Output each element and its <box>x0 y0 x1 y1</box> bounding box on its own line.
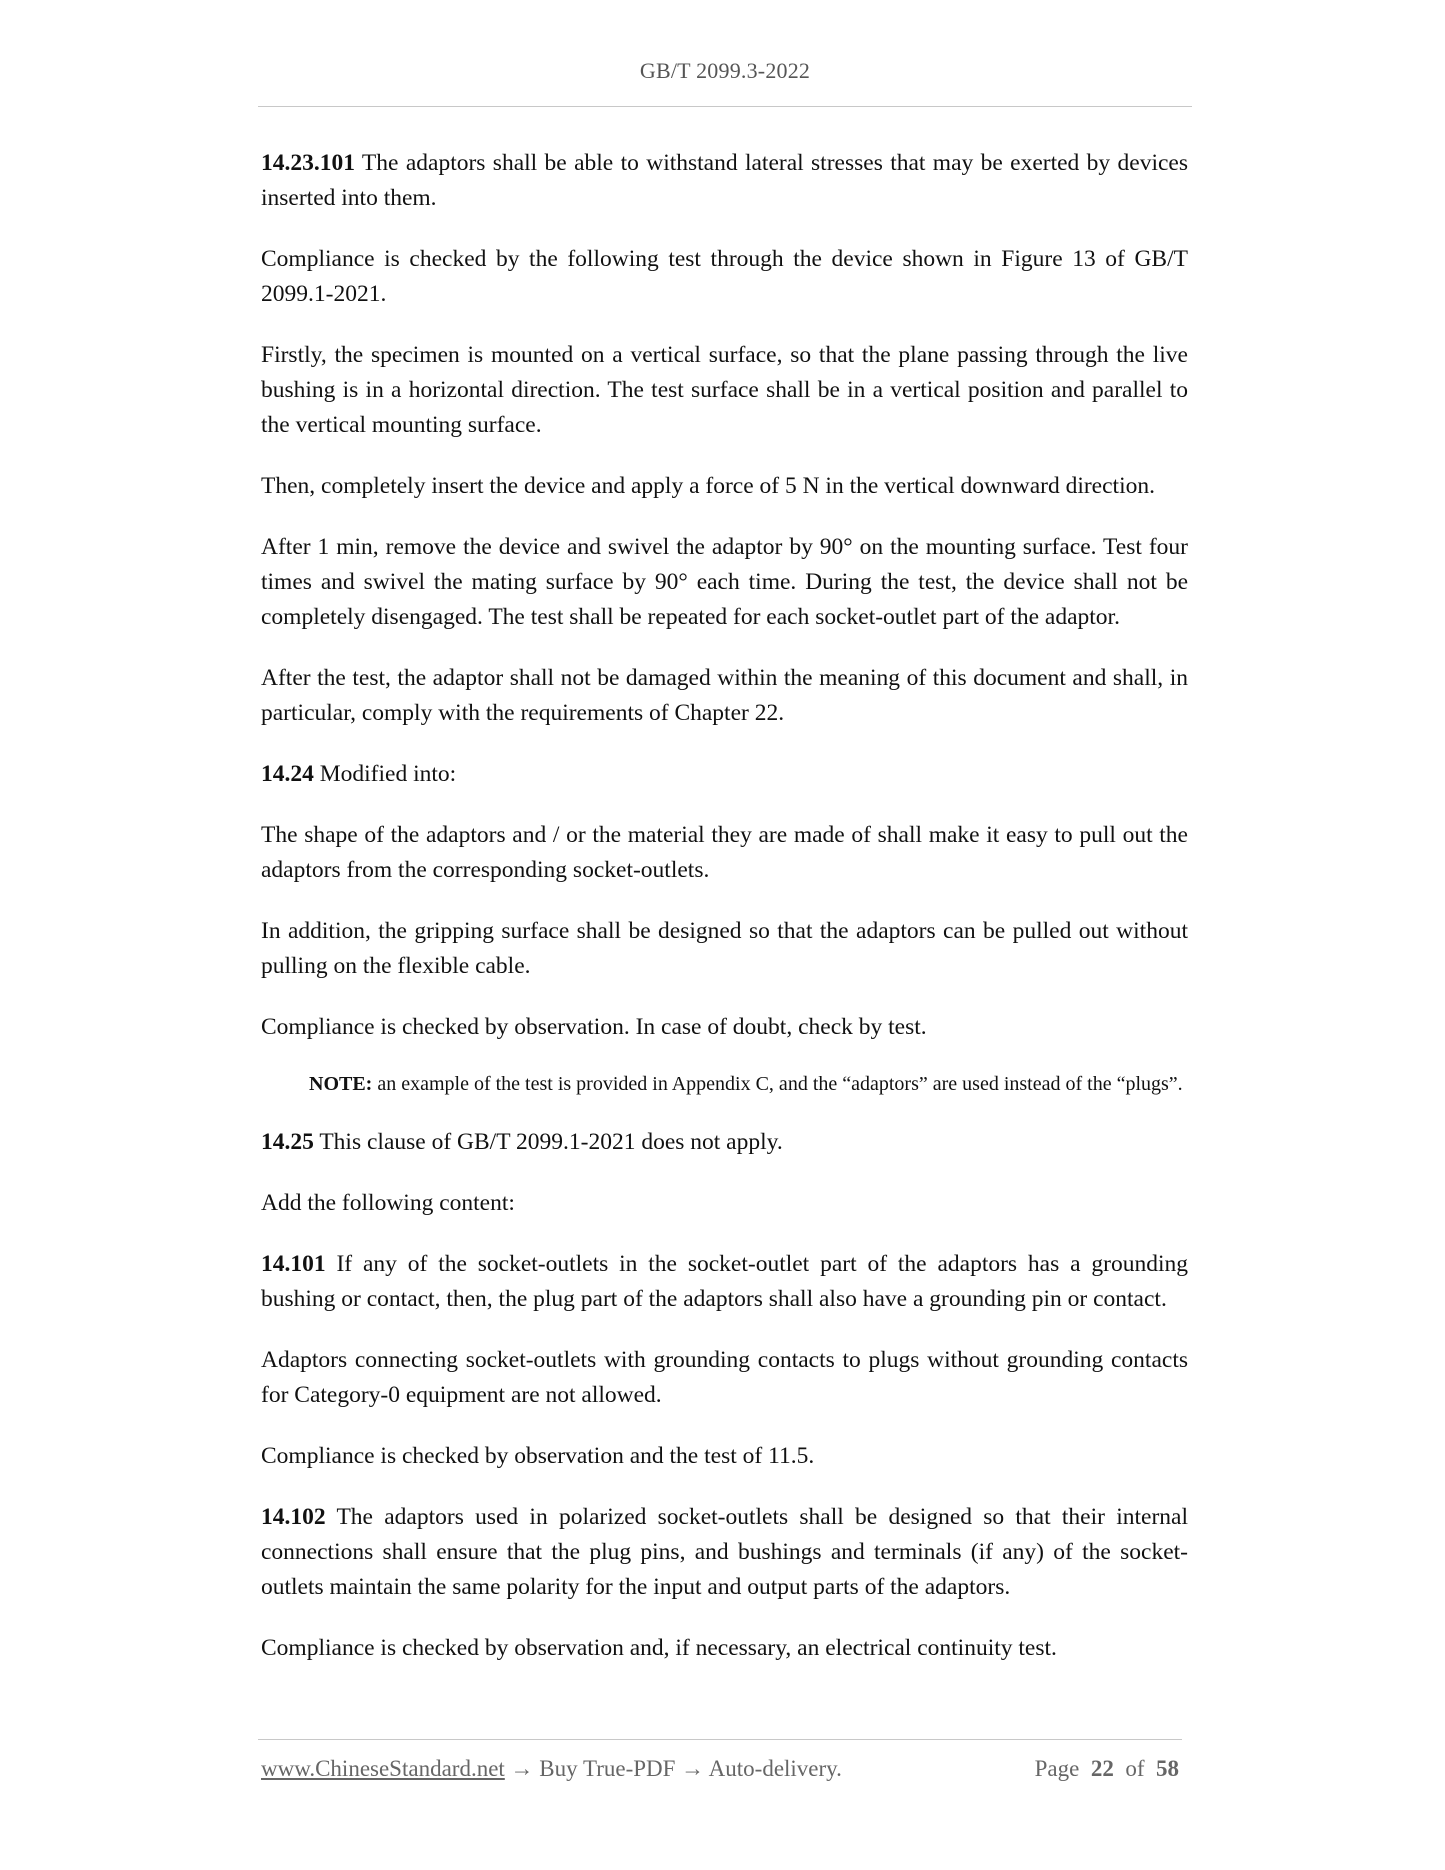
paragraph-text: Then, completely insert the device and apply a force of 5 N in the vertical downward direction. <box>261 473 1155 499</box>
page-indicator <box>1035 1756 1179 1782</box>
paragraph <box>261 1500 1188 1605</box>
paragraph <box>261 1247 1188 1317</box>
footer-promo-text: → Buy True-PDF → Auto-delivery. <box>504 1756 842 1781</box>
paragraph-text: The shape of the adaptors and / or the material they are made of shall make it easy to pull out the adaptors from the corresponding socket-outlets. <box>261 822 1188 883</box>
of-word: of <box>1125 1756 1145 1781</box>
paragraph <box>261 242 1188 312</box>
paragraph <box>261 1439 1188 1474</box>
total-pages: 58 <box>1156 1756 1179 1781</box>
paragraph-text: Firstly, the specimen is mounted on a vertical surface, so that the plane passing through the live bushing is in a horizontal direction. The test surface shall be in a vertical position and parallel to the vertical mounting surface. <box>261 342 1188 438</box>
header-divider <box>258 106 1192 107</box>
paragraph <box>261 1186 1188 1221</box>
paragraph-text: Add the following content: <box>261 1190 515 1216</box>
paragraph-text: Compliance is checked by the following test through the device shown in Figure 13 of GB/T 2099.1-2021. <box>261 246 1188 307</box>
paragraph <box>261 661 1188 731</box>
paragraph-text: This clause of GB/T 2099.1-2021 does not apply. <box>313 1129 783 1155</box>
paragraph <box>261 1631 1188 1666</box>
note <box>309 1067 1188 1101</box>
footer-divider <box>258 1739 1182 1740</box>
paragraph-text: Adaptors connecting socket-outlets with grounding contacts to plugs without grounding contacts for Category-0 equipment are not allowed. <box>261 1347 1188 1408</box>
page-header: GB/T 2099.3-2022 <box>639 58 811 83</box>
paragraph <box>261 1343 1188 1413</box>
paragraph-text: Compliance is checked by observation and, if necessary, an electrical continuity test. <box>261 1635 1057 1661</box>
paragraph-text: The adaptors shall be able to withstand lateral stresses that may be exerted by devices inserted into them. <box>261 150 1188 211</box>
clause-number: 14.24 <box>261 761 314 787</box>
page-word: Page <box>1034 1756 1080 1781</box>
paragraph <box>261 914 1188 984</box>
paragraph <box>261 1125 1188 1160</box>
paragraph-text: Compliance is checked by observation. In case of doubt, check by test. <box>261 1014 927 1040</box>
paragraph <box>261 818 1188 888</box>
paragraph-text: Compliance is checked by observation and the test of 11.5. <box>261 1443 815 1469</box>
paragraph-text: After 1 min, remove the device and swivel the adaptor by 90° on the mounting surface. Test four times and swivel the mating surface by 90° each time. During the test, the device shall not be completely disengaged. The test shall be repeated for each socket-outlet part of the adaptor. <box>261 534 1188 630</box>
paragraph <box>261 338 1188 443</box>
footer-promo <box>261 1756 842 1782</box>
paragraph <box>261 469 1188 504</box>
clause-number: 14.23.101 <box>261 150 355 176</box>
paragraph <box>261 530 1188 635</box>
paragraph-text: After the test, the adaptor shall not be damaged within the meaning of this document and shall, in particular, comply with the requirements of Chapter 22. <box>261 665 1188 726</box>
paragraph <box>261 1010 1188 1045</box>
clause-number: 14.102 <box>261 1504 326 1530</box>
paragraph-text: If any of the socket-outlets in the socket-outlet part of the adaptors has a grounding bushing or contact, then, the plug part of the adaptors shall also have a grounding pin or contact. <box>261 1251 1188 1312</box>
clause-number: 14.101 <box>261 1251 326 1277</box>
note-label: NOTE: <box>309 1073 373 1095</box>
paragraph-text: Modified into: <box>313 761 457 787</box>
clause-number: 14.25 <box>261 1129 314 1155</box>
note-text: an example of the test is provided in Appendix C, and the “adaptors” are used instead of the “plugs”. <box>372 1073 1183 1095</box>
paragraph <box>261 146 1188 216</box>
paragraph <box>261 757 1188 792</box>
site-link[interactable]: www.ChineseStandard.net <box>261 1756 505 1781</box>
paragraph-text: The adaptors used in polarized socket-outlets shall be designed so that their internal connections shall ensure that the plug pins, and bushings and terminals (if any) of the socket-outlets maintain the same polarity for the input and output parts of the adaptors. <box>261 1504 1188 1600</box>
current-page: 22 <box>1090 1756 1114 1781</box>
document-body <box>261 146 1188 1692</box>
paragraph-text: In addition, the gripping surface shall be designed so that the adaptors can be pulled out without pulling on the flexible cable. <box>261 918 1188 979</box>
